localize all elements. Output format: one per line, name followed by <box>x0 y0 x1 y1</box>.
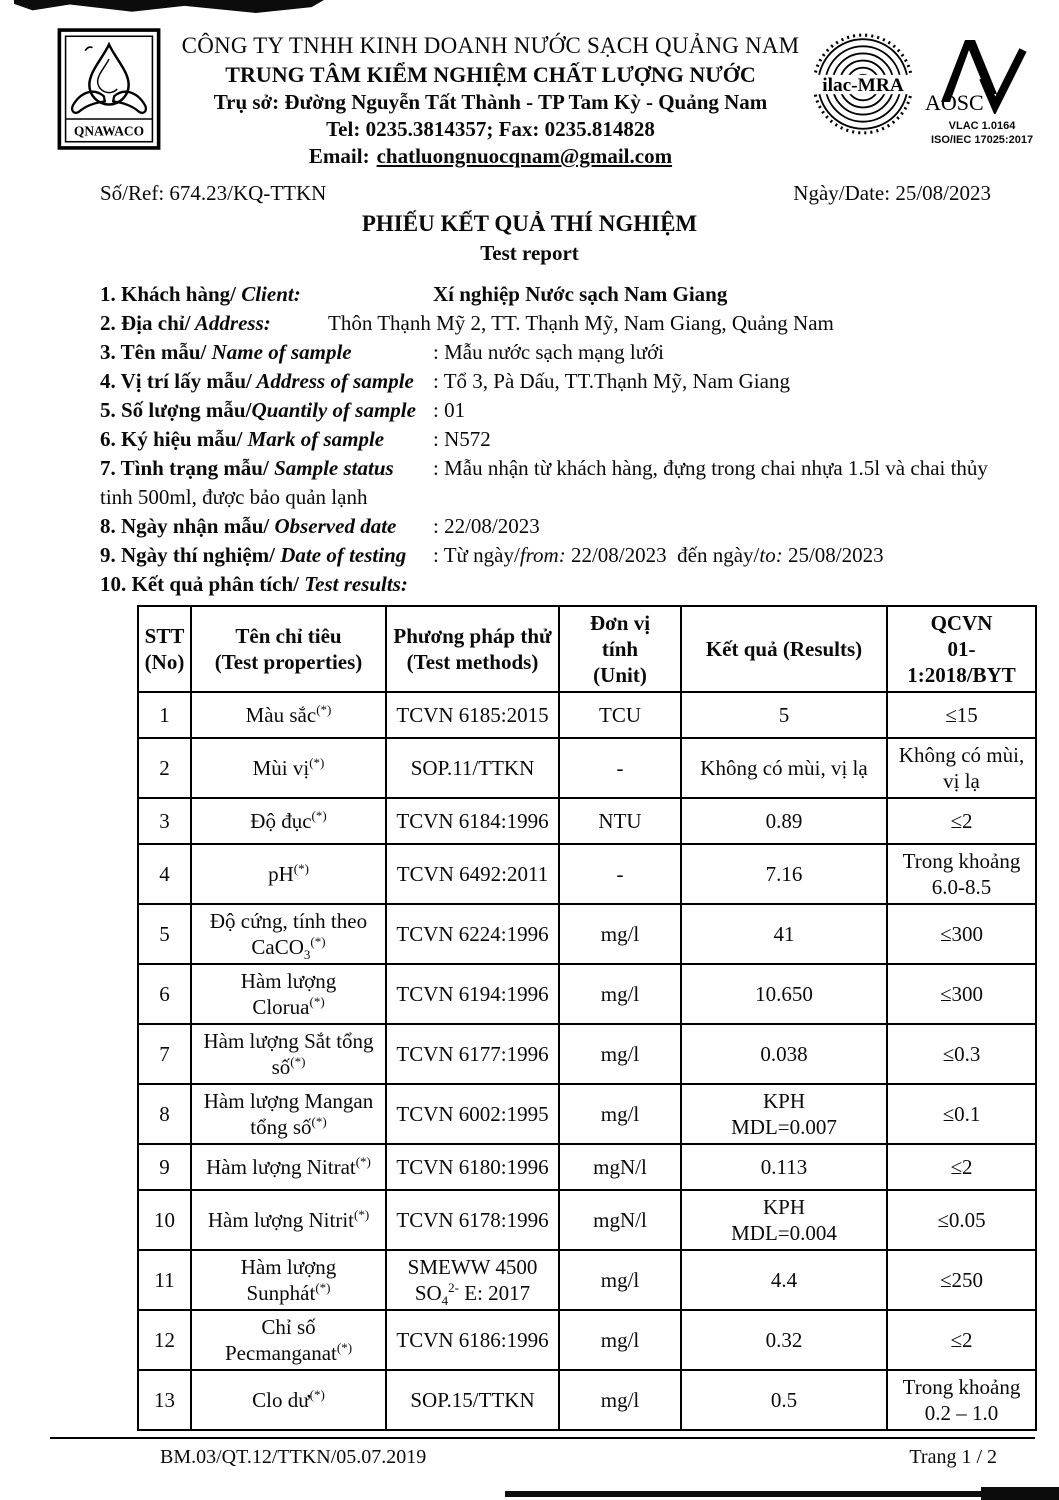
cell-unit: mg/l <box>559 1250 681 1310</box>
scan-artifact-bottom <box>505 1491 983 1497</box>
aosc-label: AOSC <box>925 90 984 114</box>
cell-result: 10.650 <box>681 964 887 1024</box>
info-label: 8. Ngày nhận mẫu/ Observed date <box>100 514 397 538</box>
cell-unit: mgN/l <box>559 1144 681 1190</box>
cell-name: Chỉ số Pecmanganat(*) <box>191 1310 386 1370</box>
col-header-no: STT (No) <box>138 606 191 692</box>
email-address: chatluongnuocqnam@gmail.com <box>376 144 673 168</box>
cell-no: 13 <box>138 1370 191 1430</box>
cell-result: KPH MDL=0.004 <box>681 1190 887 1250</box>
cell-result: 5 <box>681 692 887 738</box>
letterhead <box>0 0 1059 170</box>
center-name: TRUNG TÂM KIỂM NGHIỆM CHẤT LƯỢNG NƯỚC <box>225 62 756 87</box>
meta-row <box>0 170 1059 206</box>
cell-result: 0.5 <box>681 1370 887 1430</box>
aosc-logo <box>922 32 1042 147</box>
cell-limit: ≤2 <box>887 798 1036 844</box>
info-value: : Mẫu nhận từ khách hàng, đựng trong chai nhựa 1.5l và chai thủy tinh 500ml, được bảo quản lạnh <box>100 456 988 509</box>
table-row <box>138 964 1036 1024</box>
cell-result: 0.32 <box>681 1310 887 1370</box>
info-label: 9. Ngày thí nghiệm/ Date of testing <box>100 543 407 567</box>
email-label: Email: <box>308 144 370 168</box>
cell-limit: ≤300 <box>887 904 1036 964</box>
info-row <box>100 541 1001 570</box>
info-value: : Từ ngày/from: 22/08/2023 đến ngày/to: 25/08/2023 <box>433 543 884 567</box>
info-row <box>100 570 1001 599</box>
cert-standard: ISO/IEC 17025:2017 <box>930 134 1034 146</box>
info-label: 4. Vị trí lấy mẫu/ Address of sample <box>100 369 414 393</box>
cell-limit: ≤0.05 <box>887 1190 1036 1250</box>
cell-name: pH(*) <box>191 844 386 904</box>
info-row <box>100 454 1001 512</box>
table-row <box>138 844 1036 904</box>
cell-name: Độ cứng, tính theo CaCO$_3$(*) <box>191 904 386 964</box>
cell-method: SMEWW 4500 $SO_4^{2-}$ E: 2017 <box>386 1250 559 1310</box>
col-header-result: Kết quả (Results) <box>681 606 887 692</box>
cell-method: TCVN 6186:1996 <box>386 1310 559 1370</box>
cell-result: 0.038 <box>681 1024 887 1084</box>
aosc-check-icon <box>923 32 1041 114</box>
info-row <box>100 367 1001 396</box>
results-table-body <box>138 692 1036 1430</box>
cell-limit: ≤250 <box>887 1250 1036 1310</box>
cell-unit: TCU <box>559 692 681 738</box>
info-row <box>100 338 1001 367</box>
info-label: 2. Địa chỉ/ Address: <box>100 311 271 335</box>
cell-no: 10 <box>138 1190 191 1250</box>
ref-number: Số/Ref: 674.23/KQ-TTKN <box>100 181 327 205</box>
cell-no: 7 <box>138 1024 191 1084</box>
cell-unit: mg/l <box>559 1310 681 1370</box>
report-title-en: Test report <box>480 241 579 265</box>
cell-no: 6 <box>138 964 191 1024</box>
info-value: : 22/08/2023 <box>433 514 540 538</box>
table-row <box>138 692 1036 738</box>
table-row <box>138 1084 1036 1144</box>
qnawaco-logo <box>56 28 174 155</box>
cell-limit: ≤2 <box>887 1310 1036 1370</box>
cell-method: TCVN 6177:1996 <box>386 1024 559 1084</box>
info-value: : N572 <box>433 427 491 451</box>
cell-result: 0.113 <box>681 1144 887 1190</box>
cell-unit: mgN/l <box>559 1190 681 1250</box>
cell-name: Độ đục(*) <box>191 798 386 844</box>
table-row <box>138 904 1036 964</box>
cell-result: 4.4 <box>681 1250 887 1310</box>
table-row <box>138 1250 1036 1310</box>
cert-code: VLAC 1.0164 <box>948 120 1016 132</box>
report-title-vi: PHIẾU KẾT QUẢ THÍ NGHIỆM <box>361 211 698 236</box>
cell-no: 5 <box>138 904 191 964</box>
cell-method: SOP.15/TTKN <box>386 1370 559 1430</box>
cell-method: TCVN 6180:1996 <box>386 1144 559 1190</box>
cell-limit: Không có mùi, vị lạ <box>887 738 1036 798</box>
info-row <box>100 309 1001 338</box>
cell-method: TCVN 6002:1995 <box>386 1084 559 1144</box>
info-value: : 01 <box>433 398 466 422</box>
cell-method: TCVN 6185:2015 <box>386 692 559 738</box>
cell-name: Hàm lượng Nitrit(*) <box>191 1190 386 1250</box>
cell-unit: - <box>559 738 681 798</box>
info-row <box>100 512 1001 541</box>
cell-result: KPH MDL=0.007 <box>681 1084 887 1144</box>
cell-limit: Trong khoảng 0.2 – 1.0 <box>887 1370 1036 1430</box>
scan-artifact-bottom-corner <box>981 1487 1059 1500</box>
col-header-limit: QCVN 01- 1:2018/BYT <box>887 606 1036 692</box>
cell-name: Hàm lượng Clorua(*) <box>191 964 386 1024</box>
cell-result: 41 <box>681 904 887 964</box>
cell-method: TCVN 6224:1996 <box>386 904 559 964</box>
cell-unit: NTU <box>559 798 681 844</box>
cell-name: Mùi vị(*) <box>191 738 386 798</box>
tel-fax-line: Tel: 0235.3814357; Fax: 0235.814828 <box>326 117 655 141</box>
cell-limit: ≤2 <box>887 1144 1036 1190</box>
email-line <box>174 143 807 170</box>
cell-name: Hàm lượng Sunphát(*) <box>191 1250 386 1310</box>
table-row <box>138 1190 1036 1250</box>
cell-limit: Trong khoảng 6.0-8.5 <box>887 844 1036 904</box>
col-header-name: Tên chỉ tiêu (Test properties) <box>191 606 386 692</box>
cell-no: 12 <box>138 1310 191 1370</box>
cell-limit: ≤15 <box>887 692 1036 738</box>
info-label: 5. Số lượng mẫu/Quantily of sample <box>100 398 416 422</box>
cell-no: 3 <box>138 798 191 844</box>
cell-limit: ≤0.3 <box>887 1024 1036 1084</box>
cell-method: SOP.11/TTKN <box>386 738 559 798</box>
cell-no: 8 <box>138 1084 191 1144</box>
cell-unit: mg/l <box>559 904 681 964</box>
cell-unit: - <box>559 844 681 904</box>
cell-no: 1 <box>138 692 191 738</box>
form-code: BM.03/QT.12/TTKN/05.07.2019 <box>160 1446 427 1468</box>
cell-result: 7.16 <box>681 844 887 904</box>
letterhead-text <box>174 28 807 170</box>
cell-name: Hàm lượng Sắt tổng số(*) <box>191 1024 386 1084</box>
table-row <box>138 738 1036 798</box>
col-header-unit: Đơn vị tính (Unit) <box>559 606 681 692</box>
cell-no: 9 <box>138 1144 191 1190</box>
page-number: Trang 1 / 2 <box>909 1446 997 1468</box>
cell-name: Clo dư(*) <box>191 1370 386 1430</box>
info-row <box>100 396 1001 425</box>
table-row <box>138 1370 1036 1430</box>
ilac-mra-label: ilac-MRA <box>822 75 904 97</box>
cell-method: TCVN 6492:2011 <box>386 844 559 904</box>
table-header-row <box>138 606 1036 692</box>
cell-unit: mg/l <box>559 1024 681 1084</box>
cell-unit: mg/l <box>559 964 681 1024</box>
cell-result: 0.89 <box>681 798 887 844</box>
cell-no: 4 <box>138 844 191 904</box>
cell-name: Màu sắc(*) <box>191 692 386 738</box>
cell-result: Không có mùi, vị lạ <box>681 738 887 798</box>
info-list <box>0 268 1059 599</box>
info-row <box>100 425 1001 454</box>
cell-name: Hàm lượng Mangan tổng số(*) <box>191 1084 386 1144</box>
ilac-mra-seal-icon <box>807 32 919 136</box>
cell-method: TCVN 6184:1996 <box>386 798 559 844</box>
qnawaco-drop-hands-icon <box>56 28 162 150</box>
head-office-address: Trụ sở: Đường Nguyễn Tất Thành - TP Tam Kỳ - Quảng Nam <box>213 90 768 114</box>
company-name: CÔNG TY TNHH KINH DOANH NƯỚC SẠCH QUẢNG NAM <box>181 33 800 58</box>
table-row <box>138 1024 1036 1084</box>
cell-limit: ≤300 <box>887 964 1036 1024</box>
cell-no: 11 <box>138 1250 191 1310</box>
info-value: : Tổ 3, Pà Dấu, TT.Thạnh Mỹ, Nam Giang <box>433 369 790 393</box>
info-value: Xí nghiệp Nước sạch Nam Giang <box>433 282 728 306</box>
accreditation-logos <box>807 28 1045 147</box>
cell-unit: mg/l <box>559 1084 681 1144</box>
results-table <box>137 605 1037 1431</box>
table-row <box>138 1144 1036 1190</box>
info-value: Thôn Thạnh Mỹ 2, TT. Thạnh Mỹ, Nam Giang, Quảng Nam <box>328 311 834 335</box>
cell-limit: ≤0.1 <box>887 1084 1036 1144</box>
qnawaco-logo-label: QNAWACO <box>73 123 145 139</box>
table-row <box>138 1310 1036 1370</box>
cell-name: Hàm lượng Nitrat(*) <box>191 1144 386 1190</box>
cell-method: TCVN 6178:1996 <box>386 1190 559 1250</box>
info-label: 10. Kết quả phân tích/ Test results: <box>100 572 408 596</box>
info-value: : Mẫu nước sạch mạng lưới <box>433 340 665 364</box>
info-label: 7. Tình trạng mẫu/ Sample status <box>100 456 394 480</box>
cell-no: 2 <box>138 738 191 798</box>
table-row <box>138 798 1036 844</box>
page-footer <box>0 1439 1059 1469</box>
ilac-mra-seal <box>807 32 922 141</box>
info-row <box>100 280 1001 309</box>
report-date: Ngày/Date: 25/08/2023 <box>793 181 991 205</box>
col-header-method: Phương pháp thử (Test methods) <box>386 606 559 692</box>
cell-method: TCVN 6194:1996 <box>386 964 559 1024</box>
info-label: 1. Khách hàng/ Client: <box>100 282 301 306</box>
info-label: 3. Tên mẫu/ Name of sample <box>100 340 352 364</box>
cell-unit: mg/l <box>559 1370 681 1430</box>
info-label: 6. Ký hiệu mẫu/ Mark of sample <box>100 427 385 451</box>
